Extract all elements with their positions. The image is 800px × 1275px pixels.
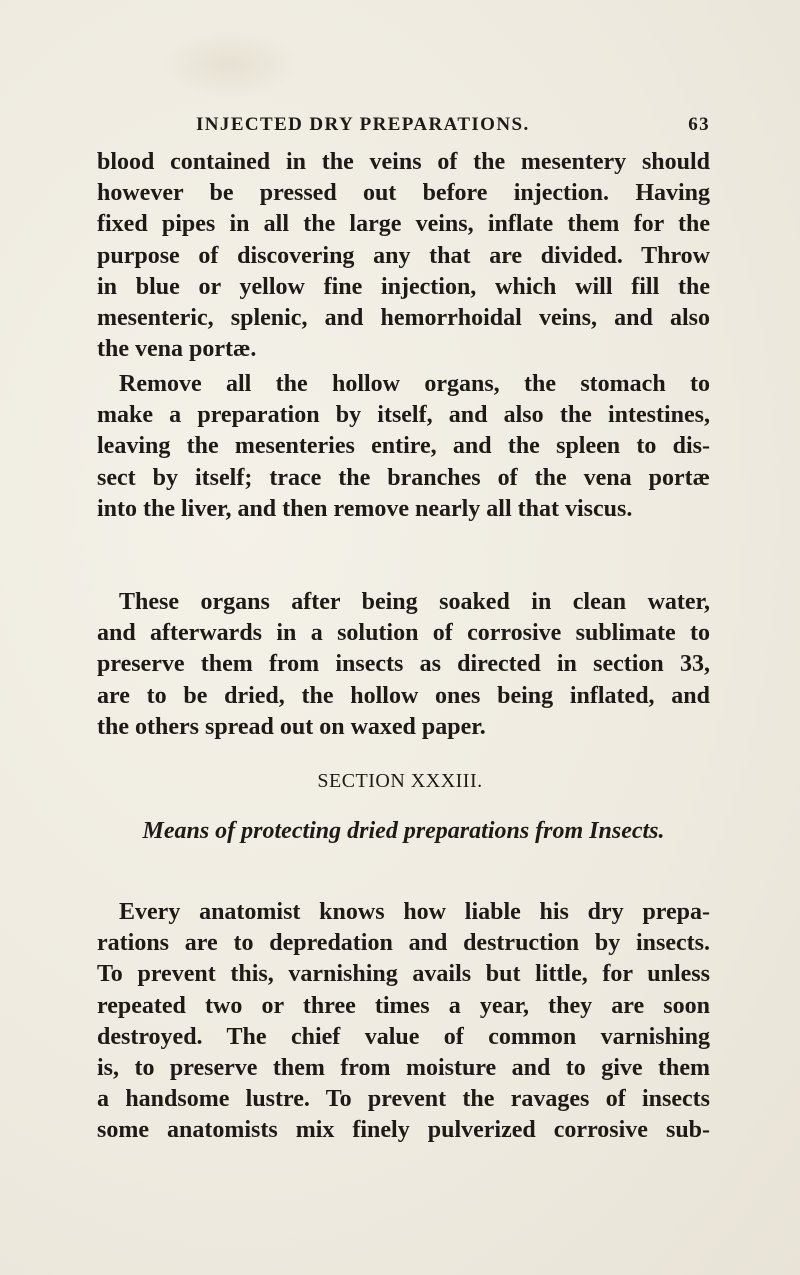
text-line: a handsome lustre. To prevent the ravages of insects [97,1086,710,1113]
page-number: 63 [688,114,710,135]
text-line: are to be dried, the hollow ones being inflated, and [97,682,710,709]
text-line: destroyed. The chief value of common varnishing [97,1023,710,1050]
running-head-title: INJECTED DRY PREPARATIONS. [196,114,530,135]
paragraph-1 [97,147,710,365]
text-line: leaving the mesenteries entire, and the spleen to dis- [97,433,710,460]
text-line: however be pressed out before injection. Having [97,180,710,207]
text-line: the others spread out on waxed paper. [97,713,486,740]
text-line: into the liver, and then remove nearly all that viscus. [97,495,633,522]
text-line: These organs after being soaked in clean water, [119,589,710,615]
paragraph-3 [97,587,710,743]
paragraph-2 [97,369,710,525]
text-line: rations are to depredation and destruction by insects. [97,930,710,957]
paper-stain [160,30,300,100]
text-line: blood contained in the veins of the mesentery should [97,149,710,175]
text-line: fixed pipes in all the large veins, inflate them for the [97,211,710,238]
text-line: is, to preserve them from moisture and to give them [97,1055,710,1082]
text-line: the vena portæ. [97,336,257,363]
paragraph-4 [97,897,710,1147]
text-line: some anatomists mix finely pulverized corrosive sub- [97,1117,710,1144]
text-line: preserve them from insects as directed in section 33, [97,651,710,678]
text-line: in blue or yellow fine injection, which will fill the [97,273,710,300]
text-line: and afterwards in a solution of corrosive sublimate to [97,620,710,647]
section-subtitle: Means of protecting dried preparations from Insects. [142,818,665,844]
text-line: sect by itself; trace the branches of the vena portæ [97,464,710,491]
text-line: repeated two or three times a year, they are soon [97,992,710,1019]
text-line: Remove all the hollow organs, the stomach to [119,371,710,397]
text-line: make a preparation by itself, and also the intestines, [97,402,710,429]
text-line: mesenteric, splenic, and hemorrhoidal veins, and also [97,305,710,332]
text-line: purpose of discovering any that are divided. Throw [97,242,710,269]
text-line: To prevent this, varnishing avails but little, for unless [97,961,710,988]
section-heading: SECTION XXXIII. [317,770,483,792]
text-line: Every anatomist knows how liable his dry prepa- [119,899,710,925]
